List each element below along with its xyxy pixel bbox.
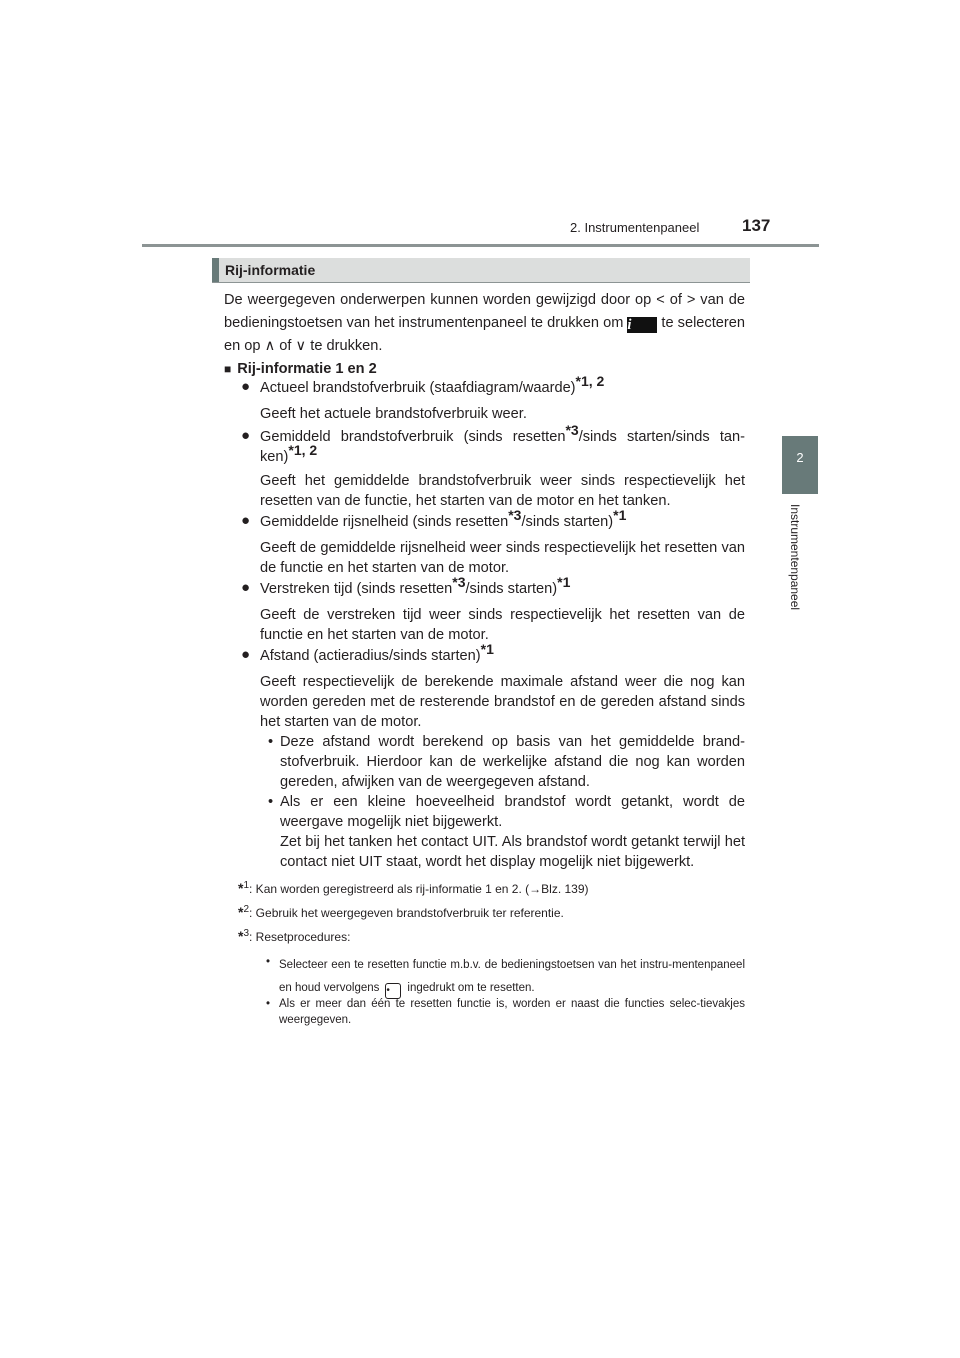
bullet-icon: ● — [241, 646, 251, 663]
bullet-icon: ● — [241, 512, 251, 529]
subheading: ■ Rij-informatie 1 en 2 — [224, 361, 377, 377]
footnote: *$^1$: Kan worden geregistreerd als rij-informatie 1 en 2. (→Blz. 139) — [238, 880, 589, 896]
intro-paragraph: De weergegeven onderwerpen kunnen worden gewijzigd door op < of > van de bedieningstoetsen van het instrumentenpaneel te drukken om i te selecteren en op ∧ of ∨ te drukken. — [224, 292, 745, 354]
footnote: *$^2$: Gebruik het weergegeven brandstofverbruik ter referentie. — [238, 904, 564, 920]
item-desc: Geeft de verstreken tijd weer sinds respectievelijk het resetten van de functie en het starten van de motor. — [260, 607, 745, 643]
item-desc: Geeft het actuele brandstofverbruik weer. — [260, 406, 527, 422]
item-title: Gemiddelde rijsnelheid (sinds resetten$^{*3}$/sinds starten)$^{*1}$ — [260, 507, 627, 530]
item-desc: Geeft de gemiddelde rijsnelheid weer sinds respectievelijk het resetten van de functie en het starten van de motor. — [260, 540, 745, 576]
item-desc: Geeft respectievelijk de berekende maximale afstand weer die nog kan worden gereden met de resterende brandstof en de gereden afstand sinds het starten van de motor. — [260, 674, 745, 730]
item-desc: Geeft het gemiddelde brandstofverbruik weer sinds respectievelijk het resetten van de functie, het starten van de motor en het tanken. — [260, 473, 745, 509]
item-title: Gemiddeld brandstofverbruik (sinds resetten$^{*3}$/sinds starten/sinds tan-ken)$^{*1, 2}$ — [260, 422, 745, 465]
item-title: Afstand (actieradius/sinds starten)$^{*1}$ — [260, 641, 494, 664]
info-icon: i — [627, 317, 657, 333]
note: Als er een kleine hoeveelheid brandstof wordt getankt, wordt de weergave mogelijk niet bijgewerkt. — [280, 794, 745, 830]
note: Deze afstand wordt berekend op basis van het gemiddelde brand-stofverbruik. Hierdoor kan de werkelijke afstand die nog kan worden gereden, afwijken van de weergegeven afstand. — [280, 734, 745, 790]
header-rule — [142, 244, 819, 247]
page-number: 137 — [742, 216, 771, 235]
ok-button-icon: • — [385, 983, 401, 999]
reset-step: Selecteer een te resetten functie m.b.v. de bedieningstoetsen van het instru-mentenpaneel en houd vervolgens • ingedrukt om te resetten. — [279, 954, 745, 1000]
reset-step: Als er meer dan één te resetten functie is, worden er naast die functies selec-tievakjes weergegeven. — [279, 998, 745, 1026]
note: Zet bij het tanken het contact UIT. Als brandstof wordt getankt terwijl het contact niet UIT staat, wordt het display mogelijk niet bijgewerkt. — [280, 834, 745, 870]
section-title: Rij-informatie — [225, 262, 316, 278]
bullet-icon: ● — [241, 579, 251, 596]
chapter-label: Instrumentenpaneel — [788, 504, 802, 611]
footnote: *$^3$: Resetprocedures: — [238, 928, 351, 944]
chapter-tab: 2 — [782, 436, 818, 494]
bullet-icon: ● — [241, 427, 251, 444]
manual-page: 2. Instrumentenpaneel 137 2 Instrumentenpaneel Rij-informatie De weergegeven onderwerpen kunnen worden gewijzigd door op < of > van de bedieningstoetsen van het instrumentenpaneel te drukken om i te selecteren en op ∧ of ∨ te drukken. ■ Rij-informatie 1 en 2 ● Actueel brandstofverbruik (staafdiagram/waarde)$^{*1, 2}$ Geeft het actuele brandstofverbruik weer. ● Gemiddeld brandstofverbruik (sinds resetten$^{*3}$/sinds starten/sinds tan-ken)$^{*1, 2}$ Geeft het gemiddelde brandstofverbruik weer sinds respectievelijk het resetten van de functie, het starten van de motor en het tanken. ● Gemiddelde rijsnelheid (sinds resetten$^{*3}$/sinds starten)$^{*1}$ Geeft de gemiddelde rijsnelheid weer sinds respectievelijk het resetten van de functie en het starten van de motor. ● Verstreken tijd (sinds resetten$^{*3}$/sinds starten)$^{*1}$ Geeft de verstreken tijd weer sinds respectievelijk het resetten van de functie en het starten van de motor. ● Afstand (actieradius/sinds starten)$^{*1}$ Geeft respectievelijk de berekende maximale afstand weer die nog kan worden gereden met de resterende brandstof en de gereden afstand sinds het starten van de motor. • Deze afstand wordt berekend op basis van het gemiddelde brand-stofverbruik. Hierdoor kan de werkelijke afstand die nog kan worden gereden, afwijken van de weergegeven afstand. • Als er een kleine hoeveelheid brandstof wordt getankt, wordt de weergave mogelijk niet bijgewerkt. Zet bij het tanken het contact UIT. Als brandstof wordt getankt terwijl het contact niet UIT staat, wordt het display mogelijk niet bijgewerkt. *$^1$: Kan worden geregistreerd als rij-informatie 1 en 2. (→Blz. 139) *$^2$: Gebruik het weergegeven brandstofverbruik ter referentie. *$^3$: Resetprocedures: • Selecteer een te resetten functie m.b.v. de bedieningstoetsen van het instru-mentenpaneel en houd vervolgens • ingedrukt om te resetten. • Als er meer dan één te resetten functie is, worden er naast die functies selec-tievakjes weergegeven. — [0, 0, 960, 1358]
item-title: Verstreken tijd (sinds resetten$^{*3}$/sinds starten)$^{*1}$ — [260, 574, 571, 597]
header-section: 2. Instrumentenpaneel — [570, 220, 700, 235]
item-title: Actueel brandstofverbruik (staafdiagram/waarde)$^{*1, 2}$ — [260, 373, 605, 396]
section-heading — [212, 258, 750, 283]
bullet-icon: ● — [241, 378, 251, 395]
